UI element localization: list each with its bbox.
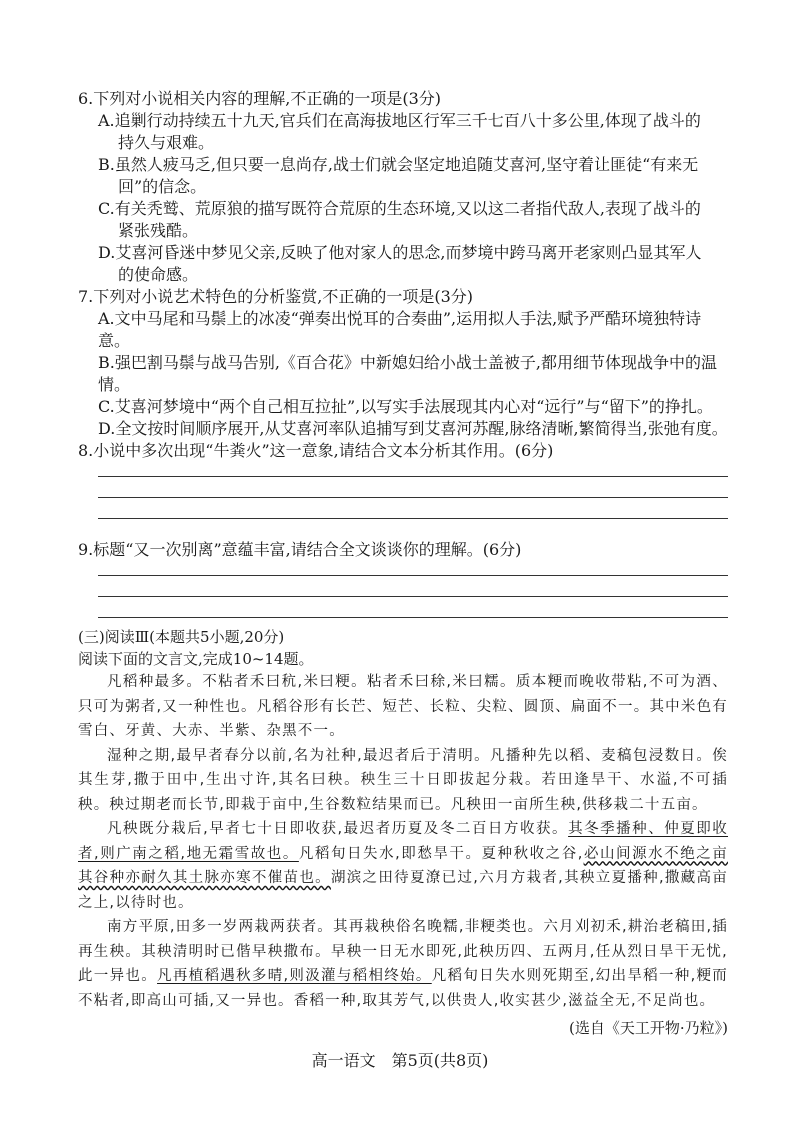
question-6-option-c bbox=[98, 198, 728, 242]
question-6-option-a bbox=[98, 110, 728, 154]
wavy-underlined-sentence: 必山间源水不绝之亩其谷种亦耐久其土脉亦寒不催苗也。 bbox=[78, 845, 728, 886]
question-7-option-d: D.全文按时间顺序展开,从艾喜河率队追捕写到艾喜河苏醒,脉络清晰,繁简得当,张弛有度。 bbox=[98, 419, 728, 438]
question-7-option-b: B.强巴割马鬃与战马告别,《百合花》中新媳妇给小战士盖被子,都用细节体现战争中的温情。 bbox=[98, 353, 718, 394]
question-6-option-b bbox=[98, 154, 728, 198]
question-9-stem: 9.标题“又一次别离”意蕴丰富,请结合全文谈谈你的理解。(6分) bbox=[78, 540, 522, 559]
passage-paragraph-1: 凡稻种最多。不粘者禾曰秔,米曰粳。粘者禾曰稌,米曰糯。质本粳而晚收带粘,不可为酒、只可为粥者,又一种性也。凡稻谷形有长芒、短芒、长粒、尖粒、圆顶、扁面不一。其中米色有雪白、牙黄、大赤、半紫、杂黑不一。 bbox=[78, 674, 728, 739]
option-text: A.追剿行动持续五十九天,官兵们在高海拔地区行军三千七百八十多公里,体现了战斗的 bbox=[98, 111, 701, 130]
question-8-stem: 8.小说中多次出现“牛粪火”这一意象,请结合文本分析其作用。(6分) bbox=[78, 441, 554, 460]
answer-lines bbox=[98, 575, 728, 618]
section-title: (三)阅读Ⅲ(本题共5小题,20分) bbox=[78, 628, 285, 646]
answer-line bbox=[98, 476, 728, 477]
answer-line bbox=[98, 617, 728, 618]
answer-lines bbox=[98, 476, 728, 519]
passage-text: 凡稻旬日失水,即愁旱干。夏种秋收之谷, bbox=[298, 845, 584, 862]
answer-line bbox=[98, 575, 728, 576]
question-7 bbox=[78, 286, 728, 440]
section-instruction: 阅读下面的文言文,完成10~14题。 bbox=[78, 650, 314, 668]
passage-text: 凡秧既分栽后,早者七十日即收获,最迟者历夏及冬二百日方收获。 bbox=[107, 821, 569, 837]
passage-text: 湖滨之田待夏潦已过,六月方栽者,其秧立夏播种,撒藏高亩之上,以待时也。 bbox=[78, 870, 728, 911]
option-text-continued: 紧张残酷。 bbox=[118, 221, 199, 240]
answer-line bbox=[98, 596, 728, 597]
passage-paragraph-2: 湿种之期,最早者春分以前,名为社种,最迟者后于清明。凡播种先以稻、麦稿包浸数日。俟其生芽,撒于田中,生出寸许,其名曰秧。秧生三十日即拔起分栽。若田逢旱干、水溢,不可插秧。秧过期老而长节,即栽于亩中,生谷数粒结果而已。凡秧田一亩所生秧,供移栽二十五亩。 bbox=[78, 747, 728, 813]
option-text: D.艾喜河昏迷中梦见父亲,反映了他对家人的思念,而梦境中跨马离开老家则凸显其军人 bbox=[98, 243, 702, 262]
option-text: B.虽然人疲马乏,但只要一息尚存,战士们就会坚定地追随艾喜河,坚守着让匪徒“有来无 bbox=[98, 155, 699, 174]
question-6-option-d bbox=[98, 242, 728, 286]
question-7-stem: 7.下列对小说艺术特色的分析鉴赏,不正确的一项是(3分) bbox=[78, 287, 474, 306]
question-9 bbox=[78, 539, 728, 618]
passage-paragraph-4 bbox=[78, 915, 728, 1013]
question-8 bbox=[78, 440, 728, 519]
question-6 bbox=[78, 88, 728, 286]
underlined-sentence: 其冬季播种、仲夏即收者,则广南之稻,地无霜雪故也。 bbox=[78, 821, 729, 862]
underlined-sentence: 凡再植稻遇秋多晴,则汲灌与稻相终始。 bbox=[157, 968, 432, 984]
option-text: C.有关秃鹫、荒原狼的描写既符合荒原的生态环境,又以这二者指代敌人,表现了战斗的 bbox=[98, 199, 701, 218]
answer-line bbox=[98, 497, 728, 498]
section-3 bbox=[78, 626, 728, 1039]
passage-source: (选自《天工开物·乃粒》) bbox=[569, 1019, 728, 1037]
question-6-stem: 6.下列对小说相关内容的理解,不正确的一项是(3分) bbox=[78, 89, 442, 108]
page-footer: 高一语文 第5页(共8页) bbox=[311, 1051, 489, 1070]
option-text-continued: 回”的信念。 bbox=[118, 177, 207, 196]
passage-text: 南方平原,田多一岁两栽两获者。其再栽秧俗名晚糯,非粳类也。六月刈初禾,耕治老稿田,插再生秧。其秧清明时已偕早秧撒布。早秧一日无水即死,此秧历四、五两月,任从烈日旱干无忧,此一异也。 bbox=[78, 919, 728, 984]
passage-paragraph-3 bbox=[78, 817, 728, 915]
option-text-continued: 的使命感。 bbox=[118, 265, 199, 284]
answer-line bbox=[98, 518, 728, 519]
passage-text: 凡稻旬日失水则死期至,幻出旱稻一种,粳而不粘者,即高山可插,又一异也。香稻一种,取其芳气,以供贵人,收实甚少,滋益全无,不足尚也。 bbox=[78, 968, 728, 1009]
question-7-option-c: C.艾喜河梦境中“两个自己相互拉扯”,以写实手法展现其内心对“远行”与“留下”的挣扎。 bbox=[98, 397, 713, 416]
question-7-option-a: A.文中马尾和马鬃上的冰凌“弹奏出悦耳的合奏曲”,运用拟人手法,赋予严酷环境独特诗意。 bbox=[98, 309, 702, 350]
exam-page bbox=[78, 88, 728, 1039]
option-text-continued: 持久与艰难。 bbox=[118, 133, 215, 152]
